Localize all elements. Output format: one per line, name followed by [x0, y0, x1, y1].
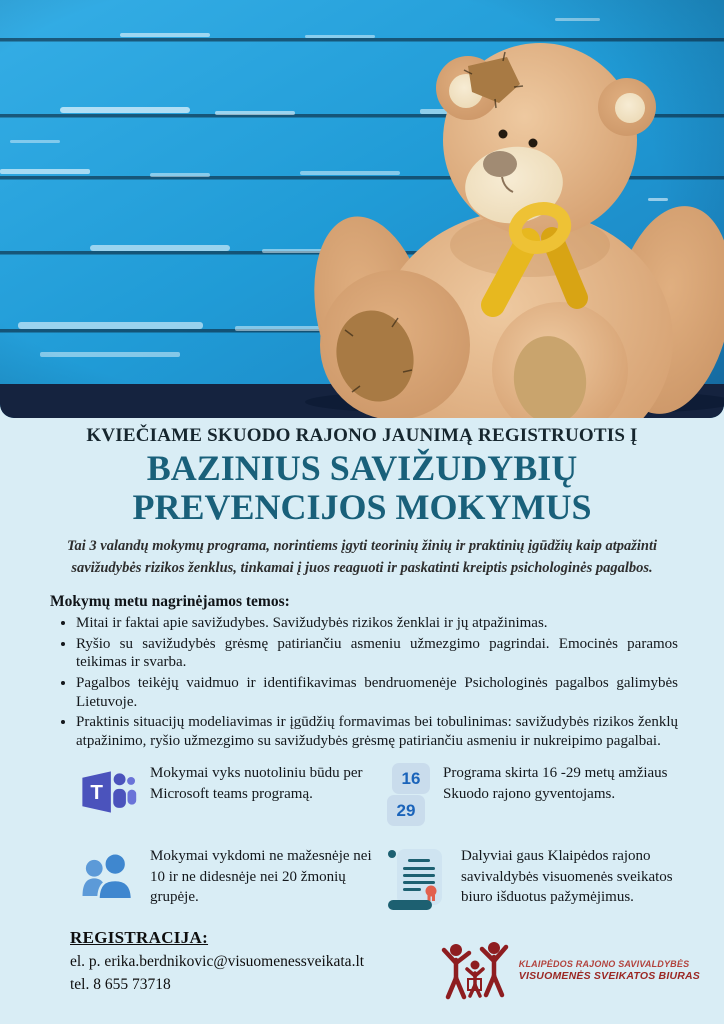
topic-item: • Praktinis situacijų modeliavimas ir įgūdžių formavimas bei tobulinimas: savižudybės rizikos ženklų atpažinimo, ryšio užmezgimo su savižudybės grėsmę patiriančiu asmeniu ir nukreipimo pagalbai.	[76, 713, 678, 750]
microsoft-teams-icon	[80, 763, 137, 821]
age-badge-min: 16	[392, 763, 430, 794]
footer	[70, 928, 700, 1002]
teddy-bear-photo	[0, 0, 724, 418]
topics-heading: Mokymų metu nagrinėjamos temos:	[50, 593, 290, 611]
info-block-age	[386, 763, 694, 826]
age-badge-max: 29	[387, 795, 425, 826]
info-text: Mokymai vykdomi ne mažesnėje nei 10 ir ne didesnėje nei 20 žmonių grupėje.	[150, 848, 372, 905]
info-text: Programa skirta 16 -29 metų amžiaus Skuodo rajono gyventojams.	[443, 765, 668, 802]
organization-name	[519, 959, 700, 984]
title-line-2: PREVENCIJOS MOKYMUS	[132, 486, 592, 527]
registration-phone: tel. 8 655 73718	[70, 975, 171, 993]
organization-logo	[440, 940, 700, 1002]
family-figures-logo-icon	[440, 940, 514, 1002]
registration-email: el. p. erika.berdnikovic@visuomenessveikata.lt	[70, 953, 365, 971]
topic-item: • Ryšio su savižudybės grėsmę patiriančiu asmeniu užmezgimo pagrindai. Emocinės paramos teikimas ir svarba.	[76, 635, 678, 672]
info-block-teams	[80, 763, 382, 826]
info-text: Mokymai vyks nuotoliniu būdu per Microsoft teams programą.	[150, 765, 363, 802]
topics-list	[50, 614, 678, 750]
teams-letter: T	[90, 781, 103, 805]
poster-title	[0, 449, 724, 527]
age-range-badges	[386, 763, 430, 826]
info-block-group	[80, 846, 382, 912]
info-text: Dalyviai gaus Klaipėdos rajono savivaldybės visuomenės sveikatos biuro išduotus pažymėjimus.	[461, 848, 673, 905]
teddy-bear-photo-illustration	[0, 0, 724, 418]
title-line-1: BAZINIUS SAVIŽUDYBIŲ	[146, 448, 578, 488]
topic-item: • Mitai ir faktai apie savižudybes. Savižudybės rizikos ženklai ir jų atpažinimas.	[76, 614, 678, 633]
topic-item: • Pagalbos teikėjų vaidmuo ir identifikavimas bendruomenėje Psichologinės pagalbos galimybės Lietuvoje.	[76, 674, 678, 711]
registration-block	[70, 928, 364, 996]
info-block-certificate	[386, 846, 694, 912]
intro-paragraph: Tai 3 valandų mokymų programa, norintiems įgyti teorinių žinių ir praktinių įgūdžių kaip atpažinti savižudybės rizikos ženklus, tinkamai į juos reaguoti ir paskatinti kreiptis psichologinės pagalbos.	[66, 537, 658, 576]
group-people-icon	[80, 846, 137, 904]
organization-line-1: KLAIPĖDOS RAJONO SAVIVALDYBĖS	[518, 958, 690, 969]
info-grid	[80, 763, 694, 912]
certificate-icon	[386, 846, 448, 912]
invitation-line: KVIEČIAME SKUODO RAJONO JAUNIMĄ REGISTRUOTIS Į	[86, 425, 638, 446]
organization-line-2: VISUOMENĖS SVEIKATOS BIURAS	[518, 970, 700, 983]
registration-heading: REGISTRACIJA:	[70, 928, 209, 948]
